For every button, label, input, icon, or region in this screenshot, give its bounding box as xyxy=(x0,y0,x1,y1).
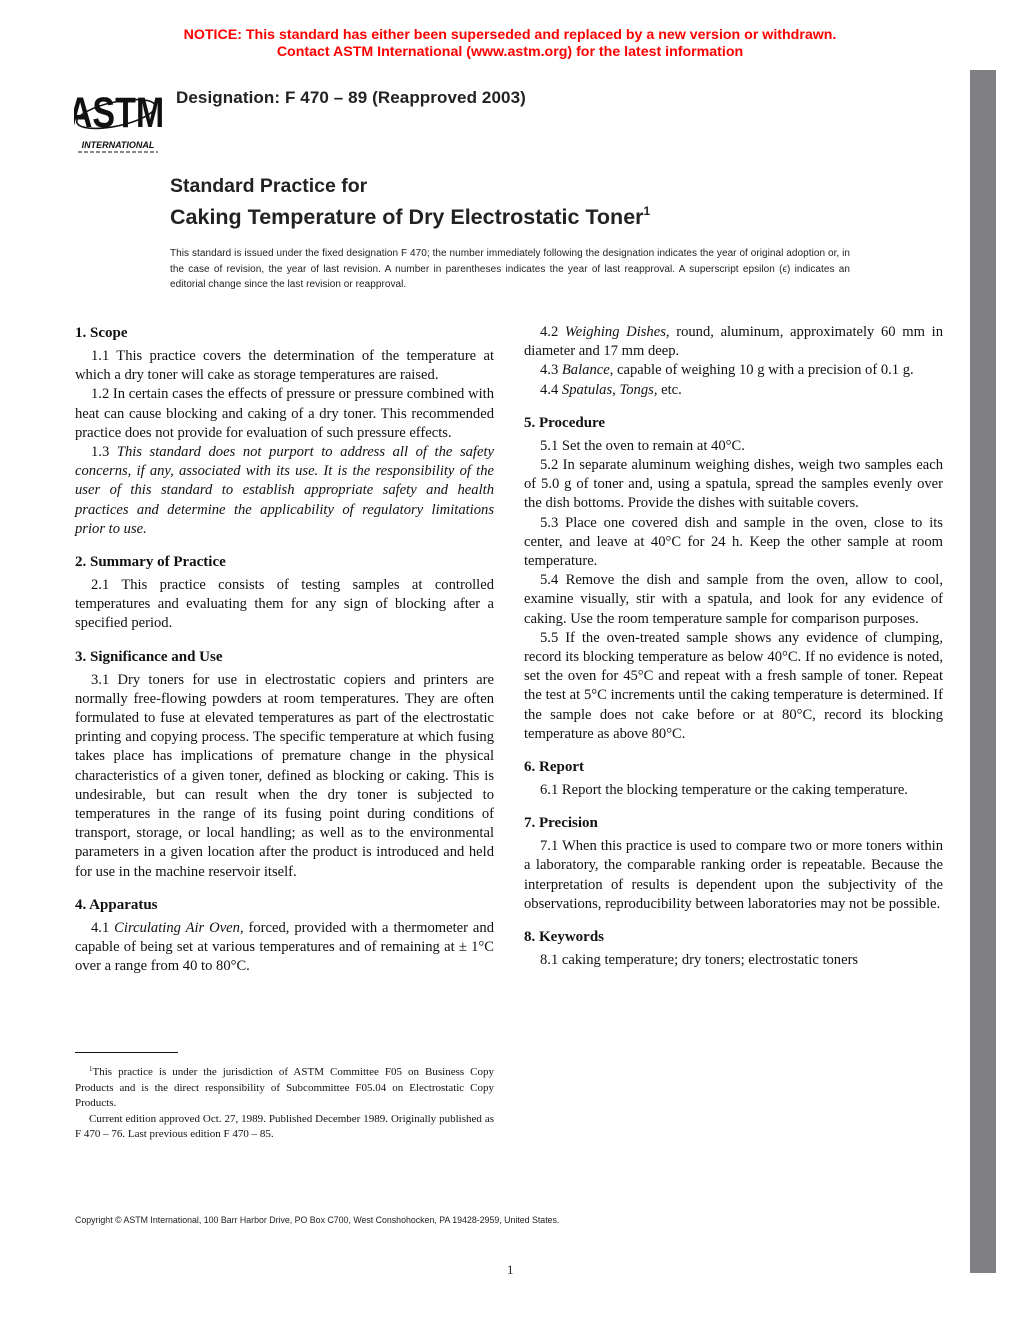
page-number: 1 xyxy=(507,1262,514,1277)
title-line-1: Standard Practice for xyxy=(170,175,368,197)
supersession-notice xyxy=(0,27,1020,61)
section-heading-keywords: 8. Keywords xyxy=(524,929,604,946)
paragraph-6-1: 6.1 Report the blocking temperature or the caking temperature. xyxy=(540,782,908,799)
title-text: Caking Temperature of Dry Electrostatic Toner xyxy=(170,205,644,229)
section-heading-precision: 7. Precision xyxy=(524,815,598,832)
title-footnote-mark[interactable]: 1 xyxy=(643,204,651,218)
footnote-1: $^1$This practice is under the jurisdiction of ASTM Committee F05 on Business Copy Products and is the direct responsibility of Subcommittee F05.04 on Electrostatic Copy Products. xyxy=(75,1065,494,1109)
paragraph-4-4: 4.4 Spatulas, Tongs, etc. xyxy=(540,381,682,398)
astm-logo-icon xyxy=(74,76,162,156)
section-heading-significance: 3. Significance and Use xyxy=(75,648,223,665)
right-column xyxy=(524,323,943,970)
paragraph-8-1: 8.1 caking temperature; dry toners; electrostatic toners xyxy=(540,952,859,969)
side-bar xyxy=(970,70,996,1273)
section-heading-report: 6. Report xyxy=(524,759,584,776)
paragraph-4-3: 4.3 Balance, capable of weighing 10 g with a precision of 0.1 g. xyxy=(540,362,914,379)
designation: Designation: F 470 – 89 (Reapproved 2003) xyxy=(176,88,526,107)
section-heading-apparatus: 4. Apparatus xyxy=(75,896,158,913)
paragraph-5-2: 5.2 In separate aluminum weighing dishes, weigh two samples each of 5.0 g of toner and, using a spatula, spread the samples evenly over the dish bottoms. Provide the dishes with suitable covers. xyxy=(524,457,943,512)
svg-text:ASTM: ASTM xyxy=(74,89,162,138)
footnote xyxy=(75,1062,494,1143)
svg-text:INTERNATIONAL: INTERNATIONAL xyxy=(81,140,155,150)
section-heading-summary: 2. Summary of Practice xyxy=(75,554,226,571)
footnote-divider xyxy=(75,1052,178,1053)
paragraph-2-1: 2.1 This practice consists of testing samples at controlled temperatures and evaluating them for any sign of blocking after a specified period. xyxy=(75,577,494,632)
paragraph-4-1: 4.1 Circulating Air Oven, forced, provided with a thermometer and capable of being set at various temperatures and of remaining at ± 1°C over a range from 40 to 80°C. xyxy=(75,919,494,975)
paragraph-4-2: 4.2 Weighing Dishes, round, aluminum, approximately 60 mm in diameter and 17 mm deep. xyxy=(524,324,943,360)
astm-logo xyxy=(74,76,162,156)
section-heading-procedure: 5. Procedure xyxy=(524,414,606,431)
section-heading-scope: 1. Scope xyxy=(75,325,128,341)
copyright: Copyright © ASTM International, 100 Barr Harbor Drive, PO Box C700, West Conshohocken, PA 19428-2959, United States. xyxy=(75,1215,560,1225)
title-line-2 xyxy=(170,198,650,230)
paragraph-5-3: 5.3 Place one covered dish and sample in the oven, close to its center, and leave at 40°C for 24 h. Keep the other sample at room temperature. xyxy=(524,514,943,570)
paragraph-5-5: 5.5 If the oven-treated sample shows any evidence of clumping, record its blocking temperature as below 40°C. If no evidence is noted, set the oven for 45°C and repeat with a fresh sample of toner. Repeat the test at 5°C increments until the caking temperature is determined. If the sample does not cake before or at 80°C, record its blocking temperature as above 80°C. xyxy=(524,629,943,742)
paragraph-1-2: 1.2 In certain cases the effects of pressure or pressure combined with heat can cause blocking and caking of a dry toner. This recommended practice does not provide for evaluation of such pressure effects. xyxy=(75,386,494,441)
issuance-note: This standard is issued under the fixed designation F 470; the number immediately following the designation indicates the year of original adoption or, in the case of revision, the year of last revision. A number in parentheses indicates the year of last reapproval. A superscript epsilon (ϵ) indicates an editorial change since the last revision or reapproval. xyxy=(170,248,850,290)
paragraph-5-1: 5.1 Set the oven to remain at 40°C. xyxy=(540,437,745,454)
paragraph-7-1: 7.1 When this practice is used to compare two or more toners within a laboratory, the comparable ranking order is repeatable. Because the interpretation of results is dependent upon the subjectivity of the observations, reproducibility between laboratories may not be possible. xyxy=(524,838,943,912)
notice-line-2: Contact ASTM International (www.astm.org) for the latest information xyxy=(276,44,744,60)
paragraph-1-3: 1.3 This standard does not purport to address all of the safety concerns, if any, associated with its use. It is the responsibility of the user of this standard to establish appropriate safety and health practices and determine the applicability of regulatory limitations prior to use. xyxy=(75,444,494,537)
paragraph-1-1: 1.1 This practice covers the determination of the temperature at which a dry toner will cake as storage temperatures are raised. xyxy=(75,348,494,384)
paragraph-3-1: 3.1 Dry toners for use in electrostatic copiers and printers are normally free-flowing powders at room temperatures. They are often formulated to fuse at elevated temperatures as part of the electrostatic printing and copying process. The specific temperature at which fusing takes place has implications of premature change in the physical characteristics of a given toner, defined as blocking or caking. This is undesirable, but can result when the dry toner is subjected to temperatures in the range of its fusing point during conditions of transport, storage, or local handling; as well as to the environmental parameters in a given location after the product is introduced and held for use in the machine reservoir itself. xyxy=(75,671,494,880)
left-column xyxy=(75,323,494,976)
document-title xyxy=(170,174,650,230)
footnote-edition: Current edition approved Oct. 27, 1989. Published December 1989. Originally published as F 470 – 76. Last previous edition F 470 – 85. xyxy=(75,1112,494,1140)
notice-line-1: NOTICE: This standard has either been superseded and replaced by a new version or withdrawn. xyxy=(183,27,837,43)
paragraph-5-4: 5.4 Remove the dish and sample from the oven, allow to cool, examine visually, stir with a spatula, and look for any evidence of caking. Use the room temperature sample for comparison purposes. xyxy=(524,572,943,627)
